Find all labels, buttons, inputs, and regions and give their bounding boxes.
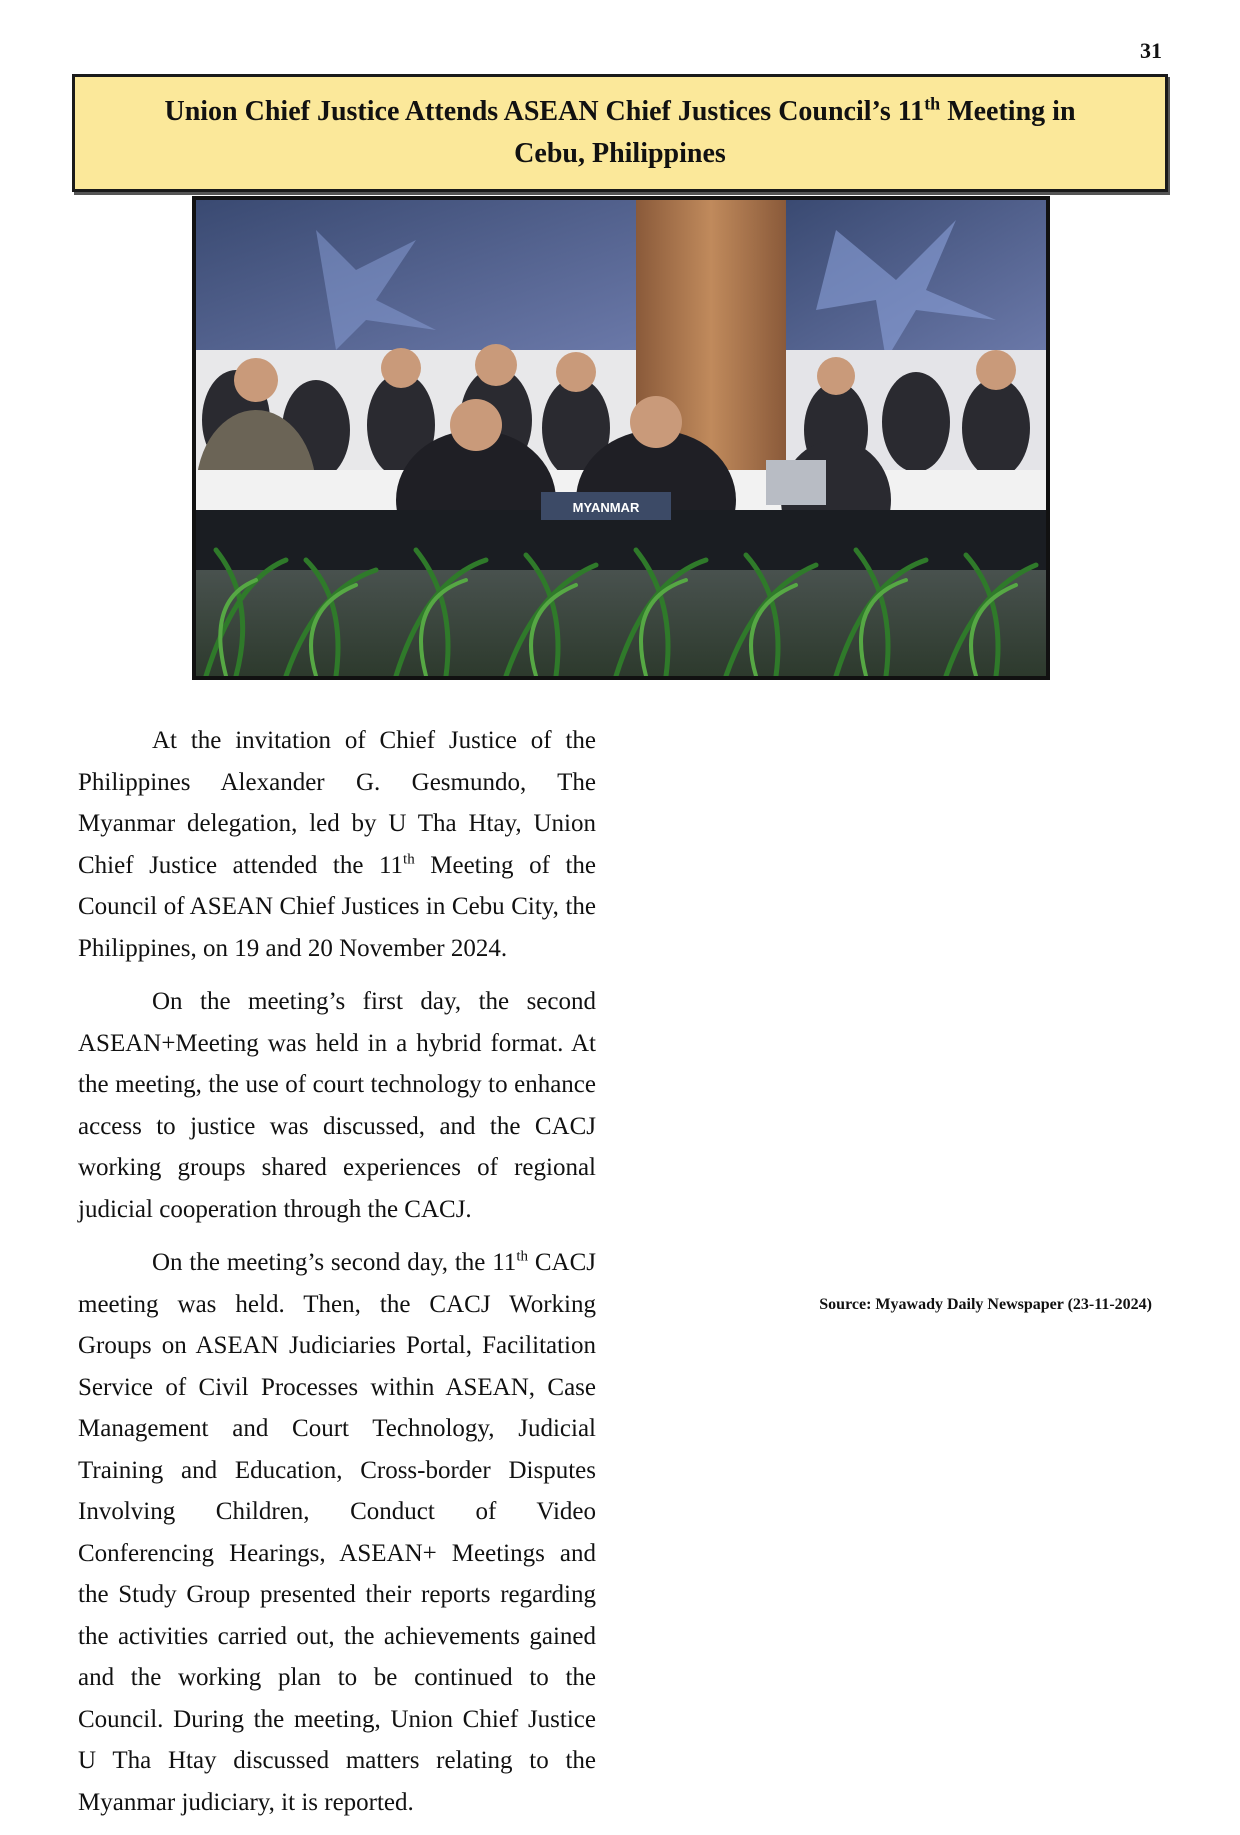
paragraph-2: On the meeting’s first day, the second ASEAN+Meeting was held in a hybrid format. At the meeting, the use of court technology to enhance access to justice was discussed, and the CACJ working groups shared experiences of regional judicial cooperation through the CACJ. <box>78 988 596 1223</box>
article-title-line-1: Union Chief Justice Attends ASEAN Chief Justices Council’s 11th Meeting in <box>164 93 1076 127</box>
paragraph-3-start: On the meeting’s second day, the 11th CACJ meeting was held. Then, the CACJ Working Groups on ASEAN Judiciaries Portal, Facilitation Service of Civil Processes within ASEAN, Case Management and Court Technology, Judicial Training and Education, Cross-border Disputes Involving Children, Conduct of Video Conferencing Hearings, ASEAN+ Meetings and the Study Group presented their reports regarding the activities carried out, the achievements gained and the working plan to be continued to the Council. During the meeting, Union Chief Justice U Tha Htay discussed matters relating to the Myanmar judiciary, it is reported. <box>78 1248 596 1816</box>
placard-label: MYANMAR <box>572 500 640 515</box>
article-column-left <box>78 720 596 1835</box>
paragraph-1: At the invitation of Chief Justice of the Philippines Alexander G. Gesmundo, The Myanmar delegation, led by U Tha Htay, Union Chief Justice attended the 11th Meeting of the Council of ASEAN Chief Justices in Cebu City, the Philippines, on 19 and 20 November 2024. <box>78 727 596 962</box>
article-title-box <box>72 74 1168 192</box>
source-credit: Source: Myawady Daily Newspaper (23-11-2024) <box>819 1296 1152 1313</box>
article-title-line-2: Cebu, Philippines <box>514 138 726 169</box>
meeting-photo <box>192 196 1050 680</box>
page-number: 31 <box>1140 38 1162 63</box>
